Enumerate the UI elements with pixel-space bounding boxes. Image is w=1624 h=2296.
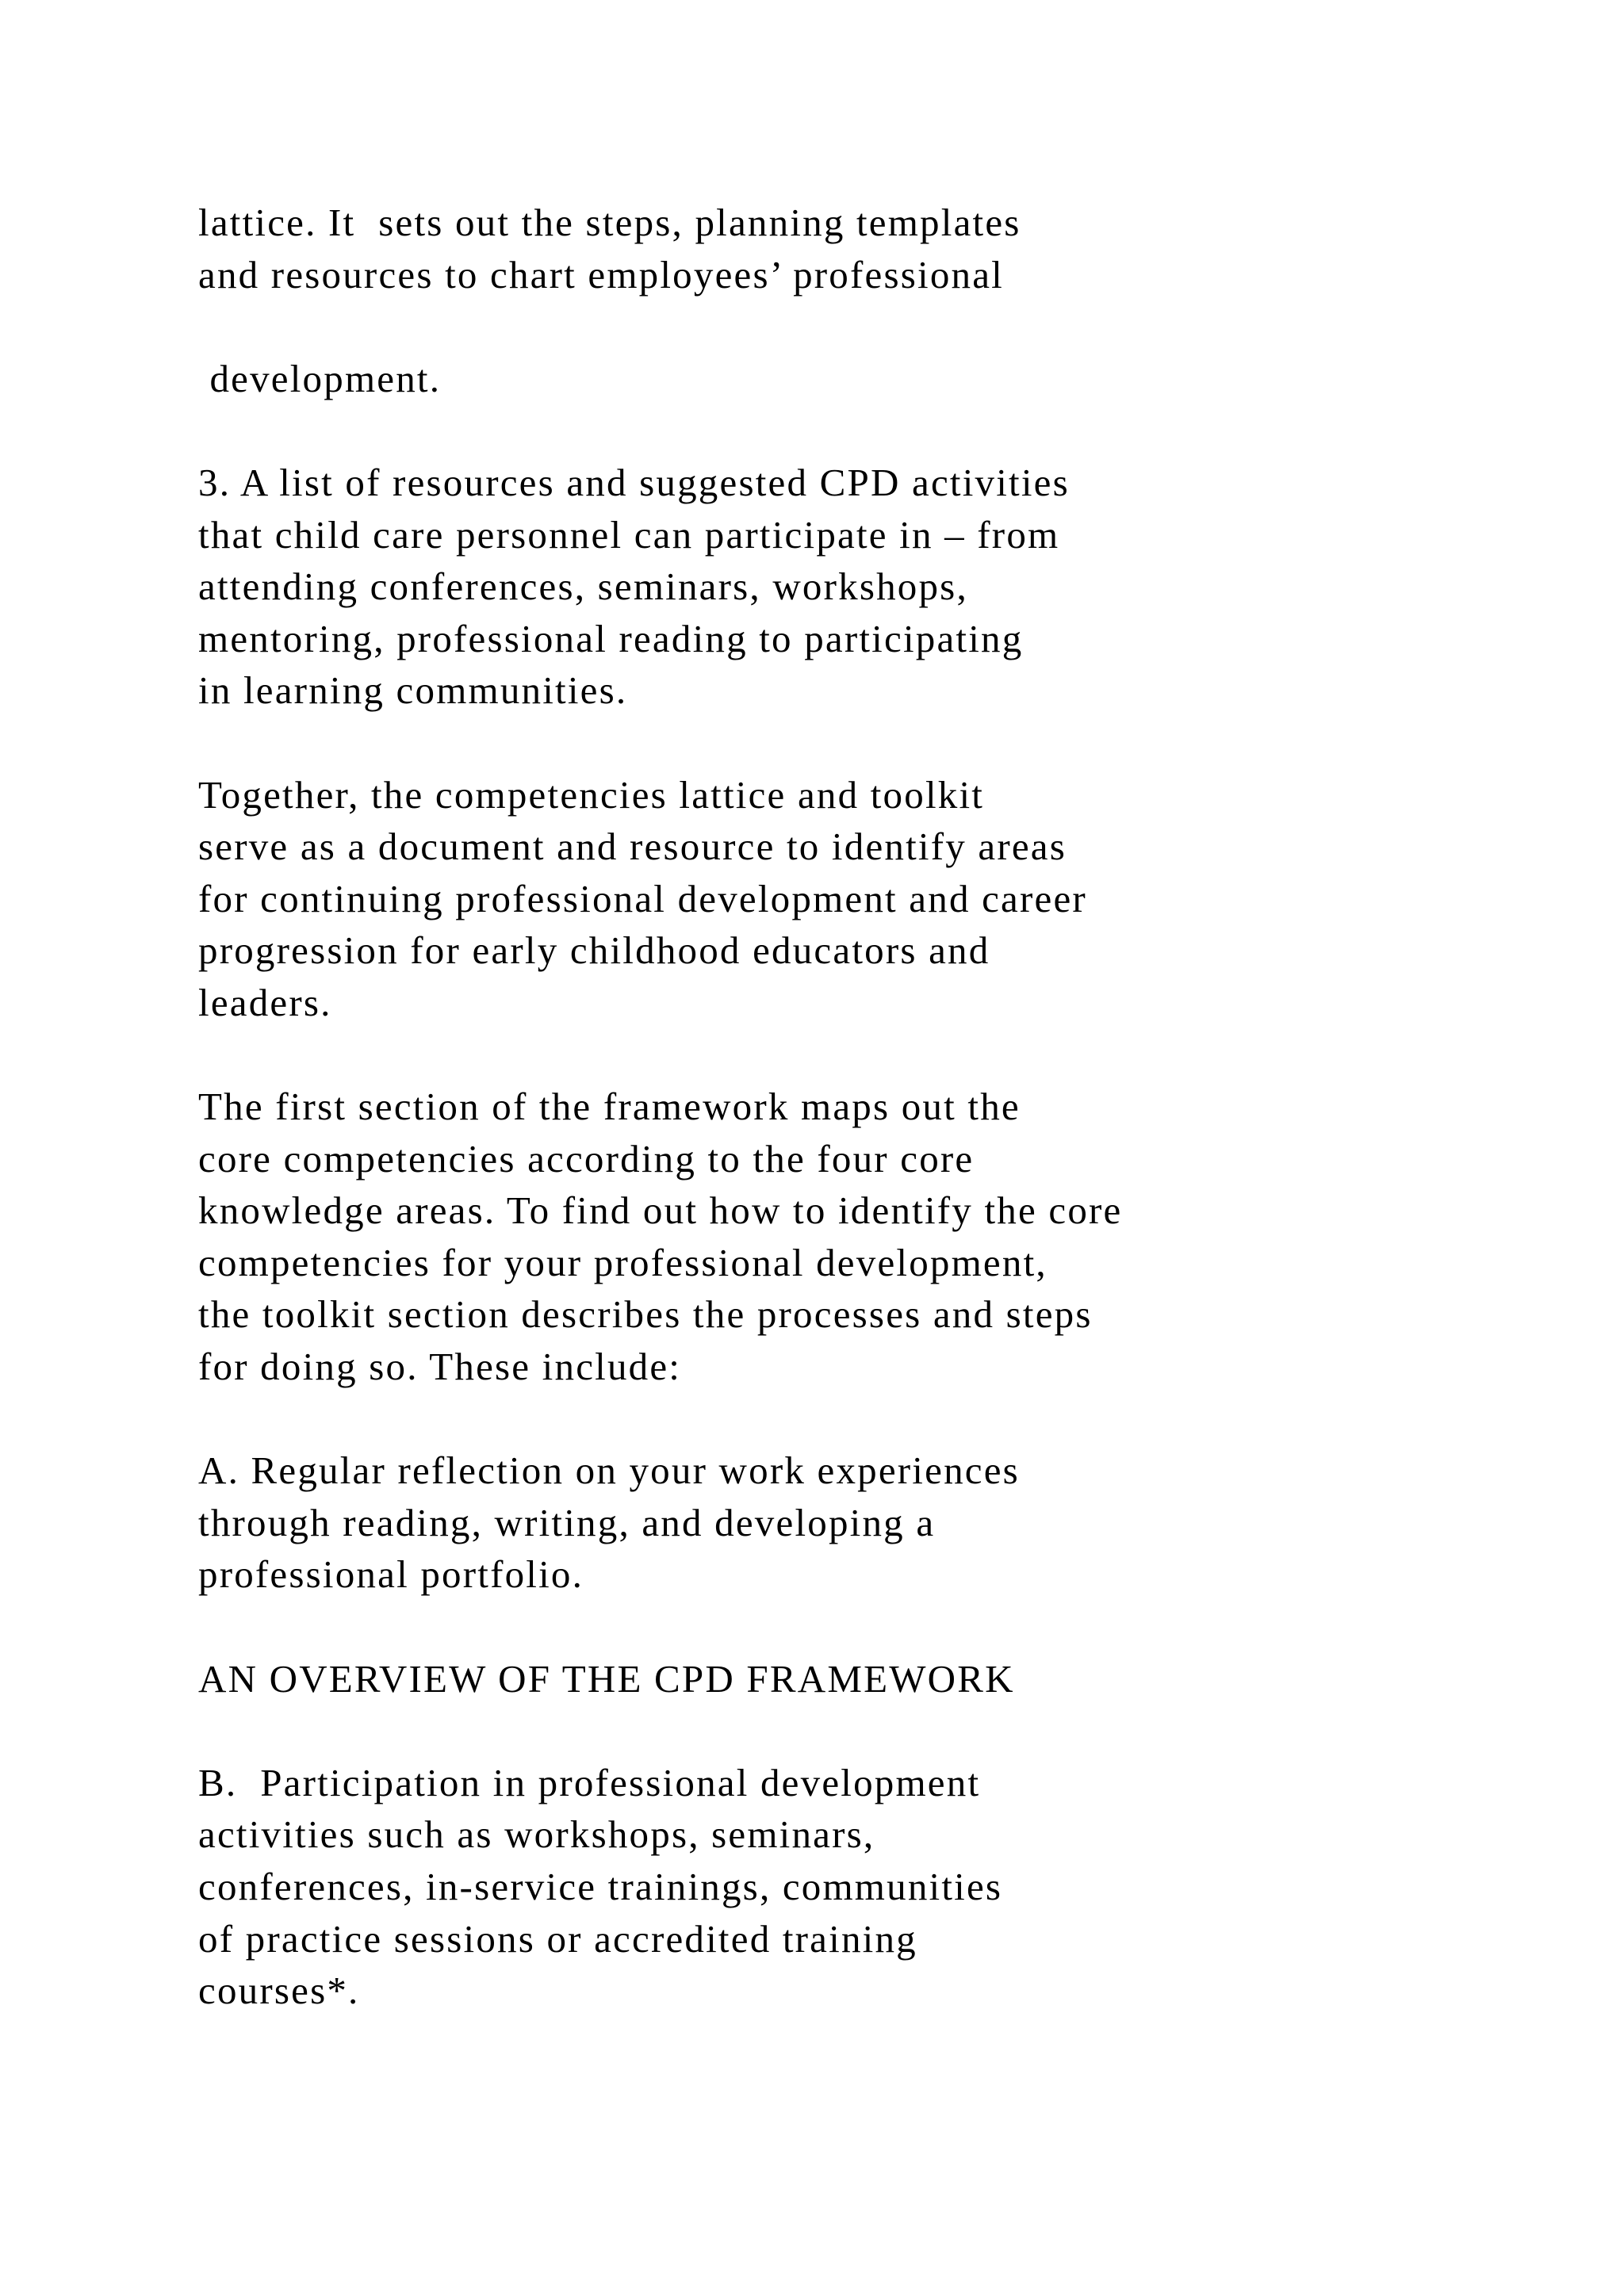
- para-item-a-reflection: [198, 1445, 1467, 1601]
- text-line: serve as a document and resource to identify areas: [198, 825, 1067, 869]
- text-line: knowledge areas. To find out how to identify the core: [198, 1188, 1123, 1233]
- text-line: B. Participation in professional development: [198, 1760, 981, 1804]
- text-line: for doing so. These include:: [198, 1345, 682, 1389]
- text-line: conferences, in-service trainings, communities: [198, 1865, 1003, 1908]
- text-line: core competencies according to the four core: [198, 1136, 975, 1181]
- text-line: that child care personnel can participate in – from: [198, 512, 1060, 557]
- text-line: of practice sessions or accredited training: [198, 1916, 917, 1961]
- text-line: development.: [198, 356, 442, 400]
- text-line: the toolkit section describes the processes and steps: [198, 1292, 1093, 1337]
- para-together: [198, 769, 1467, 1029]
- text-line: professional portfolio.: [198, 1552, 584, 1597]
- text-line: A. Regular reflection on your work experiences: [198, 1448, 1020, 1493]
- text-line: mentoring, professional reading to participating: [198, 616, 1024, 660]
- para-lattice-steps: [198, 197, 1467, 300]
- text-line: for continuing professional development and career: [198, 876, 1087, 920]
- text-line: progression for early childhood educators and: [198, 928, 990, 973]
- text-line: leaders.: [198, 980, 332, 1024]
- text-line: in learning communities.: [198, 668, 628, 713]
- text-line: activities such as workshops, seminars,: [198, 1812, 875, 1857]
- text-line: courses*.: [198, 1969, 360, 2013]
- para-development: [198, 353, 1467, 405]
- para-first-section: [198, 1081, 1467, 1393]
- text-line: lattice. It sets out the steps, planning templates: [198, 201, 1021, 244]
- para-item-3-resources: [198, 457, 1467, 717]
- text-line: competencies for your professional development,: [198, 1240, 1048, 1284]
- heading-line: AN OVERVIEW OF THE CPD FRAMEWORK: [198, 1656, 1015, 1701]
- para-item-b-participation: [198, 1757, 1467, 2017]
- section-heading: [198, 1653, 1467, 1705]
- text-line: The first section of the framework maps out the: [198, 1085, 1021, 1129]
- text-line: Together, the competencies lattice and toolkit: [198, 772, 985, 817]
- text-line: attending conferences, seminars, workshops,: [198, 564, 968, 609]
- text-line: through reading, writing, and developing a: [198, 1500, 936, 1544]
- text-line: and resources to chart employees’ professional: [198, 252, 1004, 297]
- document-page: [198, 197, 1467, 2068]
- text-line: 3. A list of resources and suggested CPD activities: [198, 460, 1070, 504]
